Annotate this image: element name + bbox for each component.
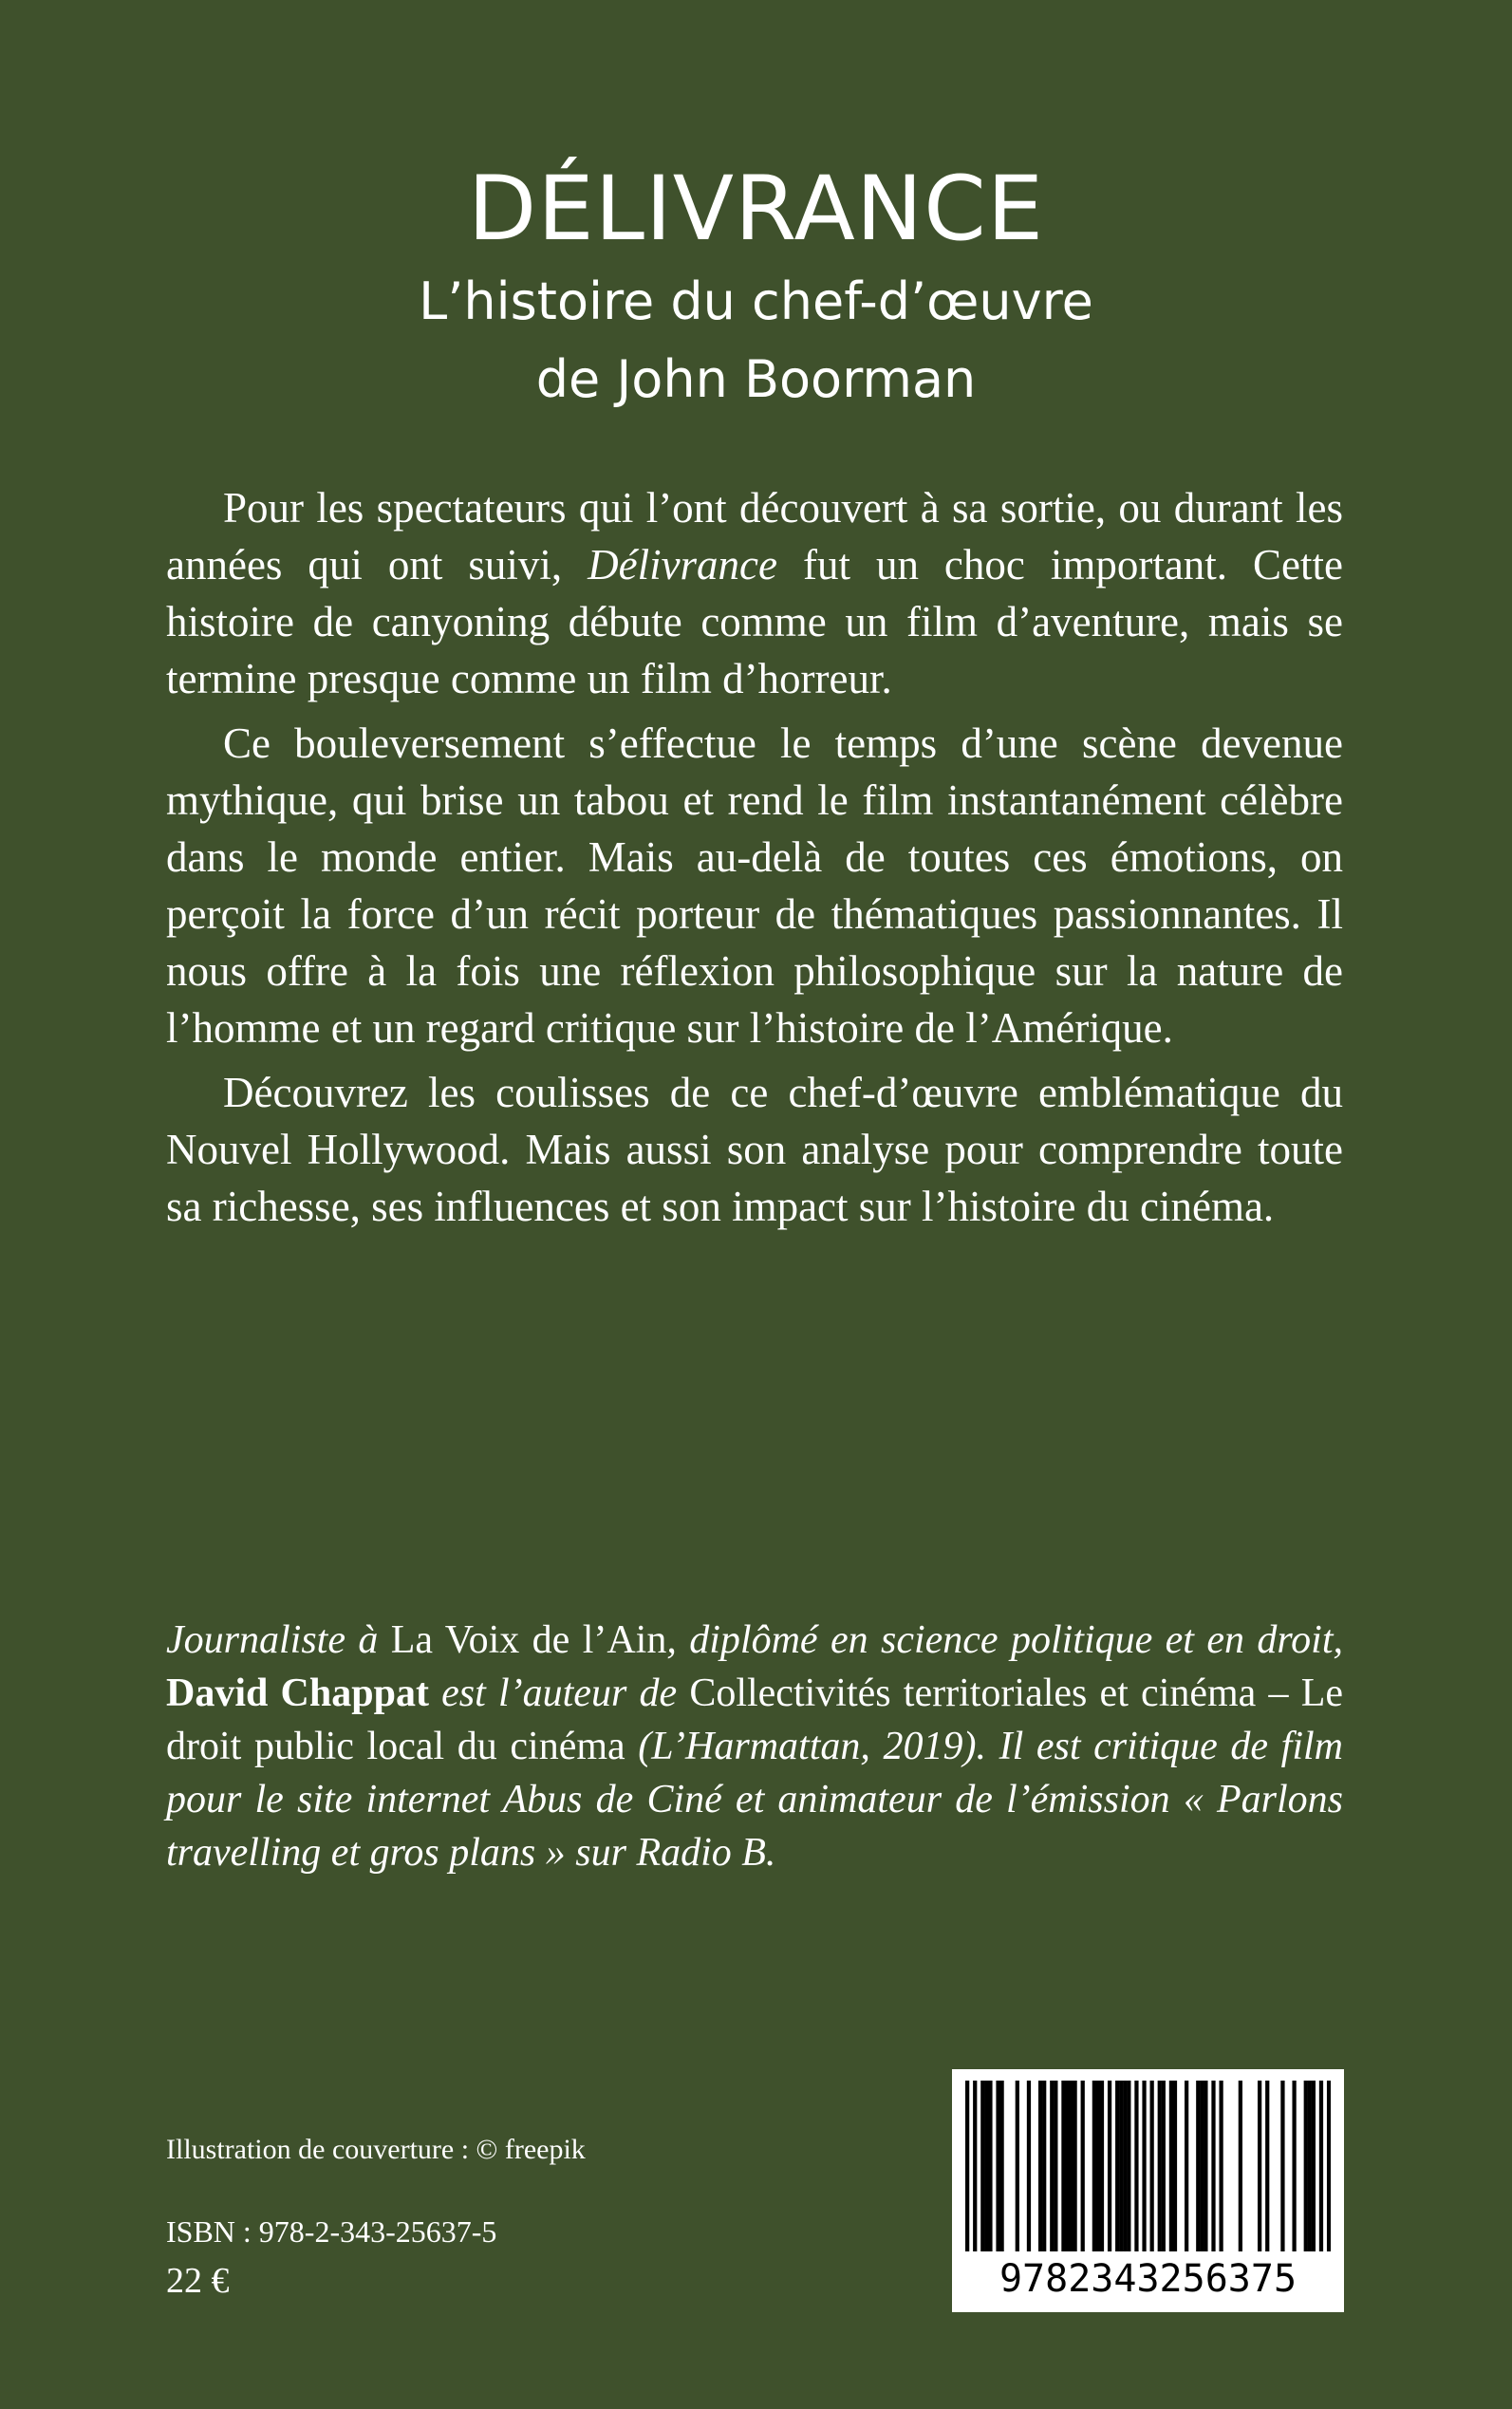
blurb-p1-start: Pour les spectateurs qui l’ont découvert à sa sortie, ou durant les années qui ont suivi, xyxy=(166,484,1343,588)
barcode-bar xyxy=(1327,2081,1331,2251)
bio-part-3: , diplômé en science politique et en droit, xyxy=(666,1618,1344,1662)
barcode-bar xyxy=(1185,2081,1188,2251)
blurb-paragraph-2: Ce bouleversement s’effectue le temps d’une scène devenue mythique, qui brise un tabou et rend le film instantanément célèbre dans le monde entier. Mais au-delà de toutes ces émotions, on perçoit la force d’un récit porteur de thématiques passionnantes. Il nous offre à la fois une réflexion philosophique sur la nature de l’homme et un regard critique sur l’histoire de l’Amérique. xyxy=(166,719,1343,1052)
price: 22 € xyxy=(166,2261,230,2301)
barcode-bar xyxy=(1292,2081,1296,2251)
title-block xyxy=(0,157,1512,419)
barcode-bar xyxy=(1304,2081,1308,2251)
barcode-bar xyxy=(999,2081,1003,2251)
barcode-bar xyxy=(1042,2081,1046,2251)
bio-part-4: est l’auteur de xyxy=(428,1671,690,1715)
author-bio xyxy=(166,1614,1343,1879)
barcode-bar xyxy=(1219,2081,1223,2251)
blurb-paragraph-1 xyxy=(166,479,1343,707)
barcode-bar xyxy=(973,2081,977,2251)
barcode-bar xyxy=(1169,2081,1173,2251)
barcode-bars xyxy=(965,2081,1331,2251)
bio-part-6: (L’Harmattan, 2019). Il est critique de film pour le site internet Abus de Ciné et animateur de l’émission « Parlons travelling et gros plans » sur Radio B. xyxy=(166,1725,1343,1875)
barcode-bar xyxy=(984,2081,988,2251)
book-title: DÉLIVRANCE xyxy=(467,158,1045,261)
barcode-bar xyxy=(1308,2081,1312,2251)
bio-author-name: David Chappat xyxy=(166,1671,429,1715)
barcode-number: 9782343256375 xyxy=(999,2257,1297,2301)
barcode-bar xyxy=(1069,2081,1073,2251)
barcode-bar xyxy=(1173,2081,1177,2251)
barcode-bar xyxy=(1061,2081,1065,2251)
barcode-bar xyxy=(1204,2081,1207,2251)
barcode-bar xyxy=(1158,2081,1162,2251)
barcode-bar xyxy=(1065,2081,1069,2251)
barcode-bar xyxy=(1239,2081,1242,2251)
barcode-bar xyxy=(1319,2081,1323,2251)
barcode-bar xyxy=(1200,2081,1204,2251)
barcode-bar xyxy=(965,2081,969,2251)
book-subtitle-line-2: de John Boorman xyxy=(535,349,977,409)
barcode-bar xyxy=(1127,2081,1130,2251)
barcode-bar xyxy=(1280,2081,1284,2251)
barcode-bar xyxy=(1115,2081,1119,2251)
blurb-p1-end: fut un choc important. Cette histoire de canyoning débute comme un film d’aventure, mais se termine presque comme un film d’horreur. xyxy=(166,541,1343,702)
barcode-bar xyxy=(1196,2081,1200,2251)
bio-part-1: Journaliste à xyxy=(166,1618,391,1662)
book-subtitle-line-1: L’histoire du chef-d’œuvre xyxy=(419,271,1093,331)
barcode-bar xyxy=(996,2081,999,2251)
barcode-bar xyxy=(1073,2081,1076,2251)
barcode-bar xyxy=(1150,2081,1154,2251)
barcode-bar xyxy=(980,2081,984,2251)
barcode-bar xyxy=(988,2081,992,2251)
barcode-bar xyxy=(1134,2081,1138,2251)
barcode-bar xyxy=(1123,2081,1127,2251)
barcode-bar xyxy=(1038,2081,1042,2251)
blurb-paragraph-3: Découvrez les coulisses de ce chef-d’œuvre emblématique du Nouvel Hollywood. Mais aussi son analyse pour comprendre toute sa richesse, ses influences et son impact sur l’histoire du cinéma. xyxy=(166,1069,1343,1230)
barcode-bar xyxy=(1092,2081,1096,2251)
barcode-bar xyxy=(1100,2081,1104,2251)
barcode-bar xyxy=(1119,2081,1123,2251)
barcode-bar xyxy=(1108,2081,1111,2251)
barcode-bar xyxy=(1211,2081,1215,2251)
barcode-bar xyxy=(1054,2081,1057,2251)
bio-newspaper: La Voix de l’Ain xyxy=(390,1618,667,1662)
barcode-bar xyxy=(1258,2081,1261,2251)
bio-previous-book: Collectivités territoriales et cinéma – Le droit public local du cinéma xyxy=(166,1671,1343,1768)
isbn: ISBN : 978-2-343-25637-5 xyxy=(166,2214,497,2249)
barcode-bar xyxy=(1265,2081,1269,2251)
barcode-bar xyxy=(1312,2081,1316,2251)
barcode-bar xyxy=(1050,2081,1054,2251)
barcode xyxy=(952,2069,1344,2312)
barcode-bar xyxy=(1016,2081,1019,2251)
barcode-bar xyxy=(1162,2081,1166,2251)
cover-credit: Illustration de couverture : © freepik xyxy=(166,2134,586,2165)
barcode-bar xyxy=(1142,2081,1146,2251)
barcode-bar xyxy=(1081,2081,1085,2251)
barcode-bar xyxy=(1027,2081,1031,2251)
barcode-bar xyxy=(1096,2081,1100,2251)
blurb-film-title: Délivrance xyxy=(588,541,778,588)
blurb xyxy=(166,479,1343,1242)
